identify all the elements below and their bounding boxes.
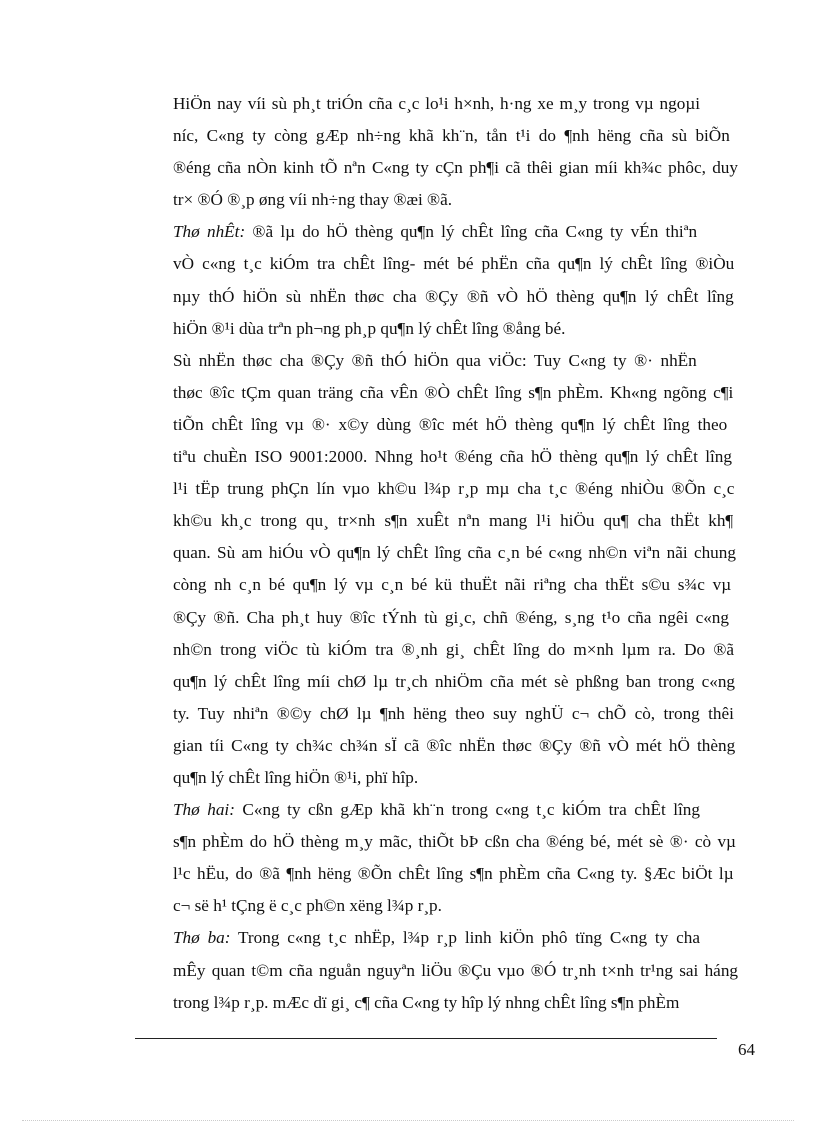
paragraph-third-point — [135, 922, 738, 1018]
text-line — [135, 216, 697, 248]
footer-divider — [135, 1038, 717, 1039]
text-line: tr× ®Ó ®¸p øng víi nh÷ng thay ®æi ®ã. — [173, 190, 453, 210]
body-text — [135, 88, 738, 1019]
text-line: còng nh c¸n bé qu¶n lý vµ c¸n bé kü thuËt nãi riªng cha thËt s©u s¾c vµ — [173, 575, 732, 595]
text-line: l¹c hËu, do ®ã ¶nh hëng ®Õn chÊt lîng s¶n phÈm cña C«ng ty. §Æc biÖt lµ — [173, 864, 734, 884]
text-line: níc, C«ng ty còng gÆp nh÷ng khã kh¨n, tån t¹i do ¶nh hëng cña sù biÕn — [173, 126, 730, 146]
text-line: tiÕn chÊt lîng vµ ®· x©y dùng ®îc mét hÖ thèng qu¶n lý chÊt lîng theo — [173, 414, 728, 434]
text-line: nµy thÓ hiÖn sù nhËn thøc cha ®Çy ®ñ vÒ hÖ thèng qu¶n lý chÊt lîng — [173, 286, 734, 306]
page-number: 64 — [738, 1040, 755, 1059]
text-line: qu¶n lý chÊt lîng míi chØ lµ tr¸ch nhiÖm cña mét sè phßng ban trong c«ng — [173, 671, 736, 691]
text-line: quan. Sù am hiÓu vÒ qu¶n lý chÊt lîng cña c¸n bé c«ng nh©n viªn nãi chung — [173, 543, 736, 563]
text-line: trong l¾p r¸p. mÆc dï gi¸ c¶ cña C«ng ty hîp lý nhng chÊt lîng s¶n phÈm — [173, 992, 680, 1012]
point-heading-first: Thø nhÊt: — [173, 222, 246, 242]
text-span: ®ã lµ do hÖ thèng qu¶n lý chÊt lîng cña C«ng ty vÉn thiªn — [245, 222, 698, 242]
text-line: kh©u kh¸c trong qu¸ tr×nh s¶n xuÊt nªn mang l¹i hiÖu qu¶ cha thËt kh¶ — [173, 511, 734, 531]
text-line — [135, 794, 700, 826]
paragraph-first-point — [135, 216, 738, 344]
text-line: tiªu chuÈn ISO 9001:2000. Nhng ho¹t ®éng cña hÖ thèng qu¶n lý chÊt lîng — [173, 447, 732, 467]
text-line: Sù nhËn thøc cha ®Çy ®ñ thÓ hiÖn qua viÖc: Tuy C«ng ty ®· nhËn — [173, 350, 697, 370]
text-line: ®Çy ®ñ. Cha ph¸t huy ®îc tÝnh tù gi¸c, chñ ®éng, s¸ng t¹o cña ngêi c«ng — [173, 607, 729, 627]
paragraph-intro — [135, 88, 738, 216]
text-line: HiÖn nay víi sù ph¸t triÓn cña c¸c lo¹i h×nh, h·ng xe m¸y trong vµ ngoµi — [173, 94, 701, 113]
text-line: hiÖn ®¹i dùa trªn ph¬ng ph¸p qu¶n lý chÊt lîng ®ång bé. — [173, 318, 566, 338]
text-line: nh©n trong viÖc tù kiÓm tra ®¸nh gi¸ chÊt lîng do m×nh lµm ra. Do ®ã — [173, 639, 735, 659]
point-heading-third: Thø ba: — [173, 928, 231, 948]
text-span: C«ng ty cßn gÆp khã kh¨n trong c«ng t¸c kiÓm tra chÊt lîng — [234, 800, 700, 820]
point-heading-second: Thø hai: — [173, 800, 235, 820]
text-line: ty. Tuy nhiªn ®©y chØ lµ ¶nh hëng theo suy nghÜ c¬ chÕ cò, trong thêi — [173, 703, 734, 723]
text-line: mÊy quan t©m cña nguån nguyªn liÖu ®Çu vµo ®Ó tr¸nh t×nh tr¹ng sai háng — [173, 960, 739, 980]
text-line: l¹i tËp trung phÇn lín vµo kh©u l¾p r¸p mµ cha t¸c ®éng nhiÒu ®Õn c¸c — [173, 479, 735, 499]
page-bottom-border — [22, 1120, 794, 1121]
text-line: ®éng cña nÒn kinh tÕ nªn C«ng ty cÇn ph¶i cã thêi gian míi kh¾c phôc, duy — [173, 158, 738, 178]
text-line: thøc ®îc tÇm quan träng cña vÊn ®Ò chÊt lîng s¶n phÈm. Kh«ng ngõng c¶i — [173, 382, 734, 402]
text-line: qu¶n lý chÊt lîng hiÖn ®¹i, phï hîp. — [173, 767, 419, 787]
paragraph-awareness — [135, 345, 738, 794]
paragraph-second-point — [135, 794, 738, 922]
text-line: c¬ së h¹ tÇng ë c¸c ph©n xëng l¾p r¸p. — [173, 896, 442, 916]
text-line — [135, 922, 700, 954]
text-line: gian tíi C«ng ty ch¾c ch¾n sÏ cã ®îc nhËn thøc ®Çy ®ñ vÒ mét hÖ thèng — [173, 735, 736, 755]
text-line: s¶n phÈm do hÖ thèng m¸y mãc, thiÕt bÞ cßn cha ®éng bé, mét sè ®· cò vµ — [173, 832, 736, 852]
text-span: Trong c«ng t¸c nhËp, l¾p r¸p linh kiÖn phô tïng C«ng ty cha — [230, 928, 700, 948]
text-line: vÒ c«ng t¸c kiÓm tra chÊt lîng- mét bé phËn cña qu¶n lý chÊt lîng ®iÒu — [173, 254, 735, 274]
